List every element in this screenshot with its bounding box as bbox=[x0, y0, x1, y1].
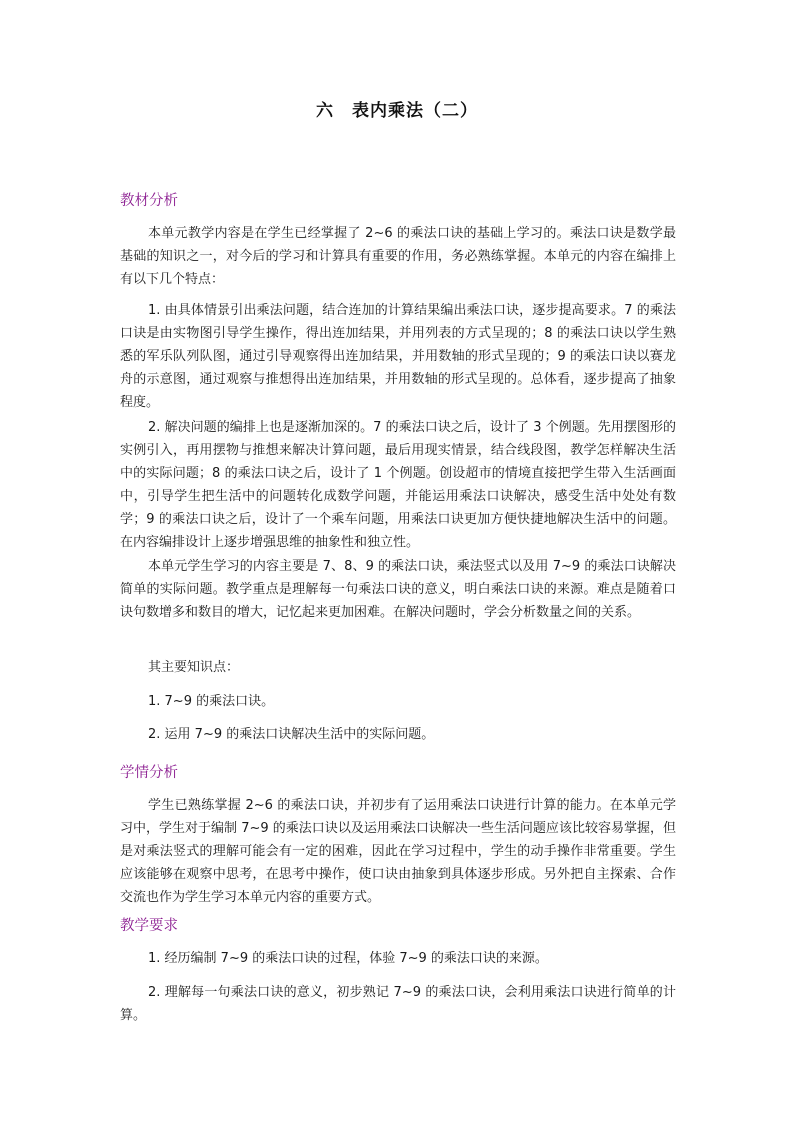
section-heading-teaching-requirements: 教学要求 bbox=[120, 918, 178, 934]
paragraph: 本单元学生学习的内容主要是 7、8、9 的乘法口诀，乘法竖式以及用 7~9 的乘法口诀解决简单的实际问题。教学重点是理解每一句乘法口诀的意义，明白乘法口诀的来源。难点是随着口诀句数增多和数目的增大，记忆起来更加困难。在解决问题时，学会分析数量之间的关系。 bbox=[120, 559, 676, 620]
list-item: 2. 运用 7~9 的乘法口诀解决生活中的实际问题。 bbox=[148, 727, 435, 742]
section-heading-textbook-analysis: 教材分析 bbox=[120, 193, 178, 209]
paragraph: 1. 由具体情景引出乘法问题，结合连加的计算结果编出乘法口诀，逐步提高要求。7 的乘法口诀是由实物图引导学生操作，得出连加结果，并用列表的方式呈现的；8 的乘法口诀以学生熟悉的军乐队列队图，通过引导观察得出连加结果，并用数轴的形式呈现的；9 的乘法口诀以赛龙舟的示意图，通过观察与推想得出连加结果，并用数轴的形式呈现的。总体看，逐步提高了抽象程度。 bbox=[120, 303, 676, 410]
paragraph: 2. 解决问题的编排上也是逐渐加深的。7 的乘法口诀之后，设计了 3 个例题。先用摆图形的实例引入，再用摆物与推想来解决计算问题，最后用现实情景，结合线段图，教学怎样解决生活中的实际问题；8 的乘法口诀之后，设计了 1 个例题。创设超市的情境直接把学生带入生活画面中，引导学生把生活中的问题转化成数学问题，并能运用乘法口诀解决，感受生活中处处有数学；9 的乘法口诀之后，设计了一个乘车问题，用乘法口诀更加方便快捷地解决生活中的问题。在内容编排设计上逐步增强思维的抽象性和独立性。 bbox=[120, 420, 676, 550]
paragraph: 其主要知识点： bbox=[148, 660, 240, 675]
paragraph: 本单元教学内容是在学生已经掌握了 2~6 的乘法口诀的基础上学习的。乘法口诀是数学最基础的知识之一，对今后的学习和计算具有重要的作用，务必熟练掌握。本单元的内容在编排上有以下几个特点： bbox=[120, 226, 676, 287]
paragraph: 学生已熟练掌握 2~6 的乘法口诀，并初步有了运用乘法口诀进行计算的能力。在本单元学习中，学生对于编制 7~9 的乘法口诀以及运用乘法口诀解决一些生活问题应该比较容易掌握，但是对乘法竖式的理解可能会有一定的困难，因此在学习过程中，学生的动手操作非常重要。学生应该能够在观察中思考，在思考中操作，使口诀由抽象到具体逐步形成。另外把自主探索、合作交流也作为学生学习本单元内容的重要方式。 bbox=[120, 798, 676, 905]
page-title: 六 表内乘法（二） bbox=[316, 101, 478, 121]
section-heading-student-analysis: 学情分析 bbox=[120, 765, 178, 781]
list-item: 1. 7~9 的乘法口诀。 bbox=[148, 694, 275, 709]
list-item: 2. 理解每一句乘法口诀的意义，初步熟记 7~9 的乘法口诀，会利用乘法口诀进行简单的计算。 bbox=[120, 985, 676, 1023]
list-item: 1. 经历编制 7~9 的乘法口诀的过程，体验 7~9 的乘法口诀的来源。 bbox=[148, 951, 548, 966]
